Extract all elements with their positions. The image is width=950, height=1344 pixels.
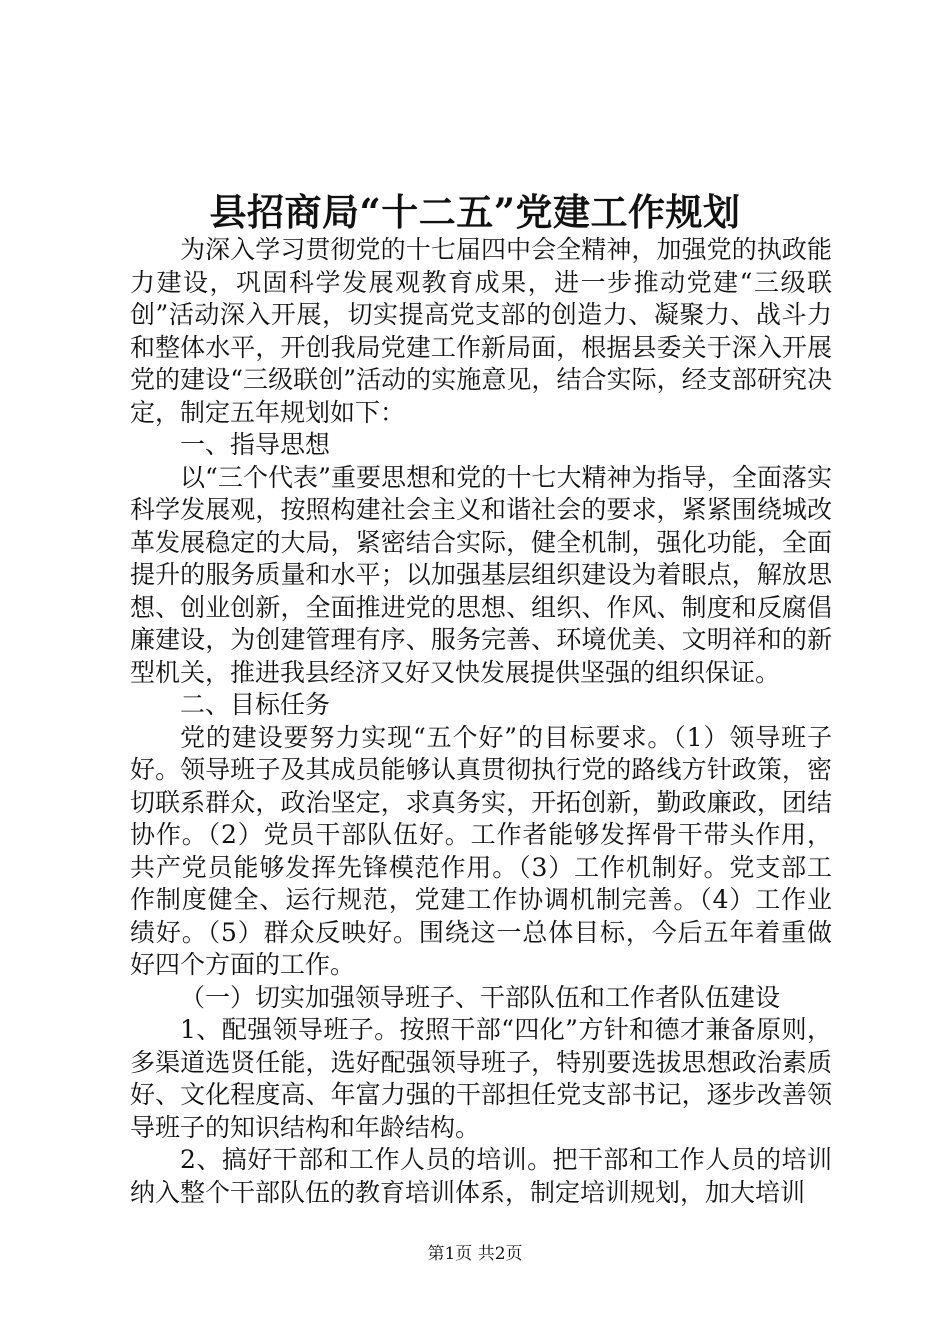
document-body xyxy=(130,234,832,1209)
section-heading-guiding-ideology: 一、指导思想 xyxy=(180,430,331,459)
document-title: 县招商局“十二五”党建工作规划 xyxy=(209,190,741,234)
subsection-heading-leadership: （一）切实加强领导班子、干部队伍和工作者队伍建设 xyxy=(180,982,781,1012)
training-paragraph: 2、搞好干部和工作人员的培训。把干部和工作人员的培训纳入整个干部队伍的教育培训体系，制定培训规划，加大培训 xyxy=(130,1145,832,1207)
leadership-paragraph: 1、配强领导班子。按照干部“四化”方针和德才兼备原则，多渠道选贤任能，选好配强领导班子，特别要选拔思想政治素质好、文化程度高、年富力强的干部担任党支部书记，逐步改善领导班子的知识结构和年龄结构。 xyxy=(130,1015,832,1142)
guiding-ideology-paragraph: 以“三个代表”重要思想和党的十七大精神为指导，全面落实科学发展观，按照构建社会主义和谐社会的要求，紧紧围绕城改革发展稳定的大局，紧密结合实际，健全机制，强化功能，全面提升的服务质量和水平；以加强基层组织建设为着眼点，解放思想、创业创新，全面推进党的思想、组织、作风、制度和反腐倡廉建设，为创建管理有序、服务完善、环境优美、文明祥和的新型机关，推进我县经济又好又快发展提供坚强的组织保证。 xyxy=(130,462,832,687)
page-footer: 第1页 共2页 xyxy=(427,1244,523,1264)
goals-paragraph: 党的建设要努力实现“五个好”的目标要求。（1）领导班子好。领导班子及其成员能够认真贯彻执行党的路线方针政策，密切联系群众，政治坚定，求真务实，开拓创新，勤政廉政，团结协作。（2）党员干部队伍好。工作者能够发挥骨干带头作用，共产党员能够发挥先锋模范作用。（3）工作机制好。党支部工作制度健全、运行规范，党建工作协调机制完善。（4）工作业绩好。（5）群众反映好。围绕这一总体目标，今后五年着重做好四个方面的工作。 xyxy=(130,722,832,979)
section-heading-goals: 二、目标任务 xyxy=(180,690,331,719)
intro-paragraph: 为深入学习贯彻党的十七届四中会全精神，加强党的执政能力建设，巩固科学发展观教育成果，进一步推动党建“三级联创”活动深入开展，切实提高党支部的创造力、凝聚力、战斗力和整体水平，开创我局党建工作新局面，根据县委关于深入开展党的建设“三级联创”活动的实施意见，结合实际，经支部研究决定，制定五年规划如下： xyxy=(130,235,832,427)
